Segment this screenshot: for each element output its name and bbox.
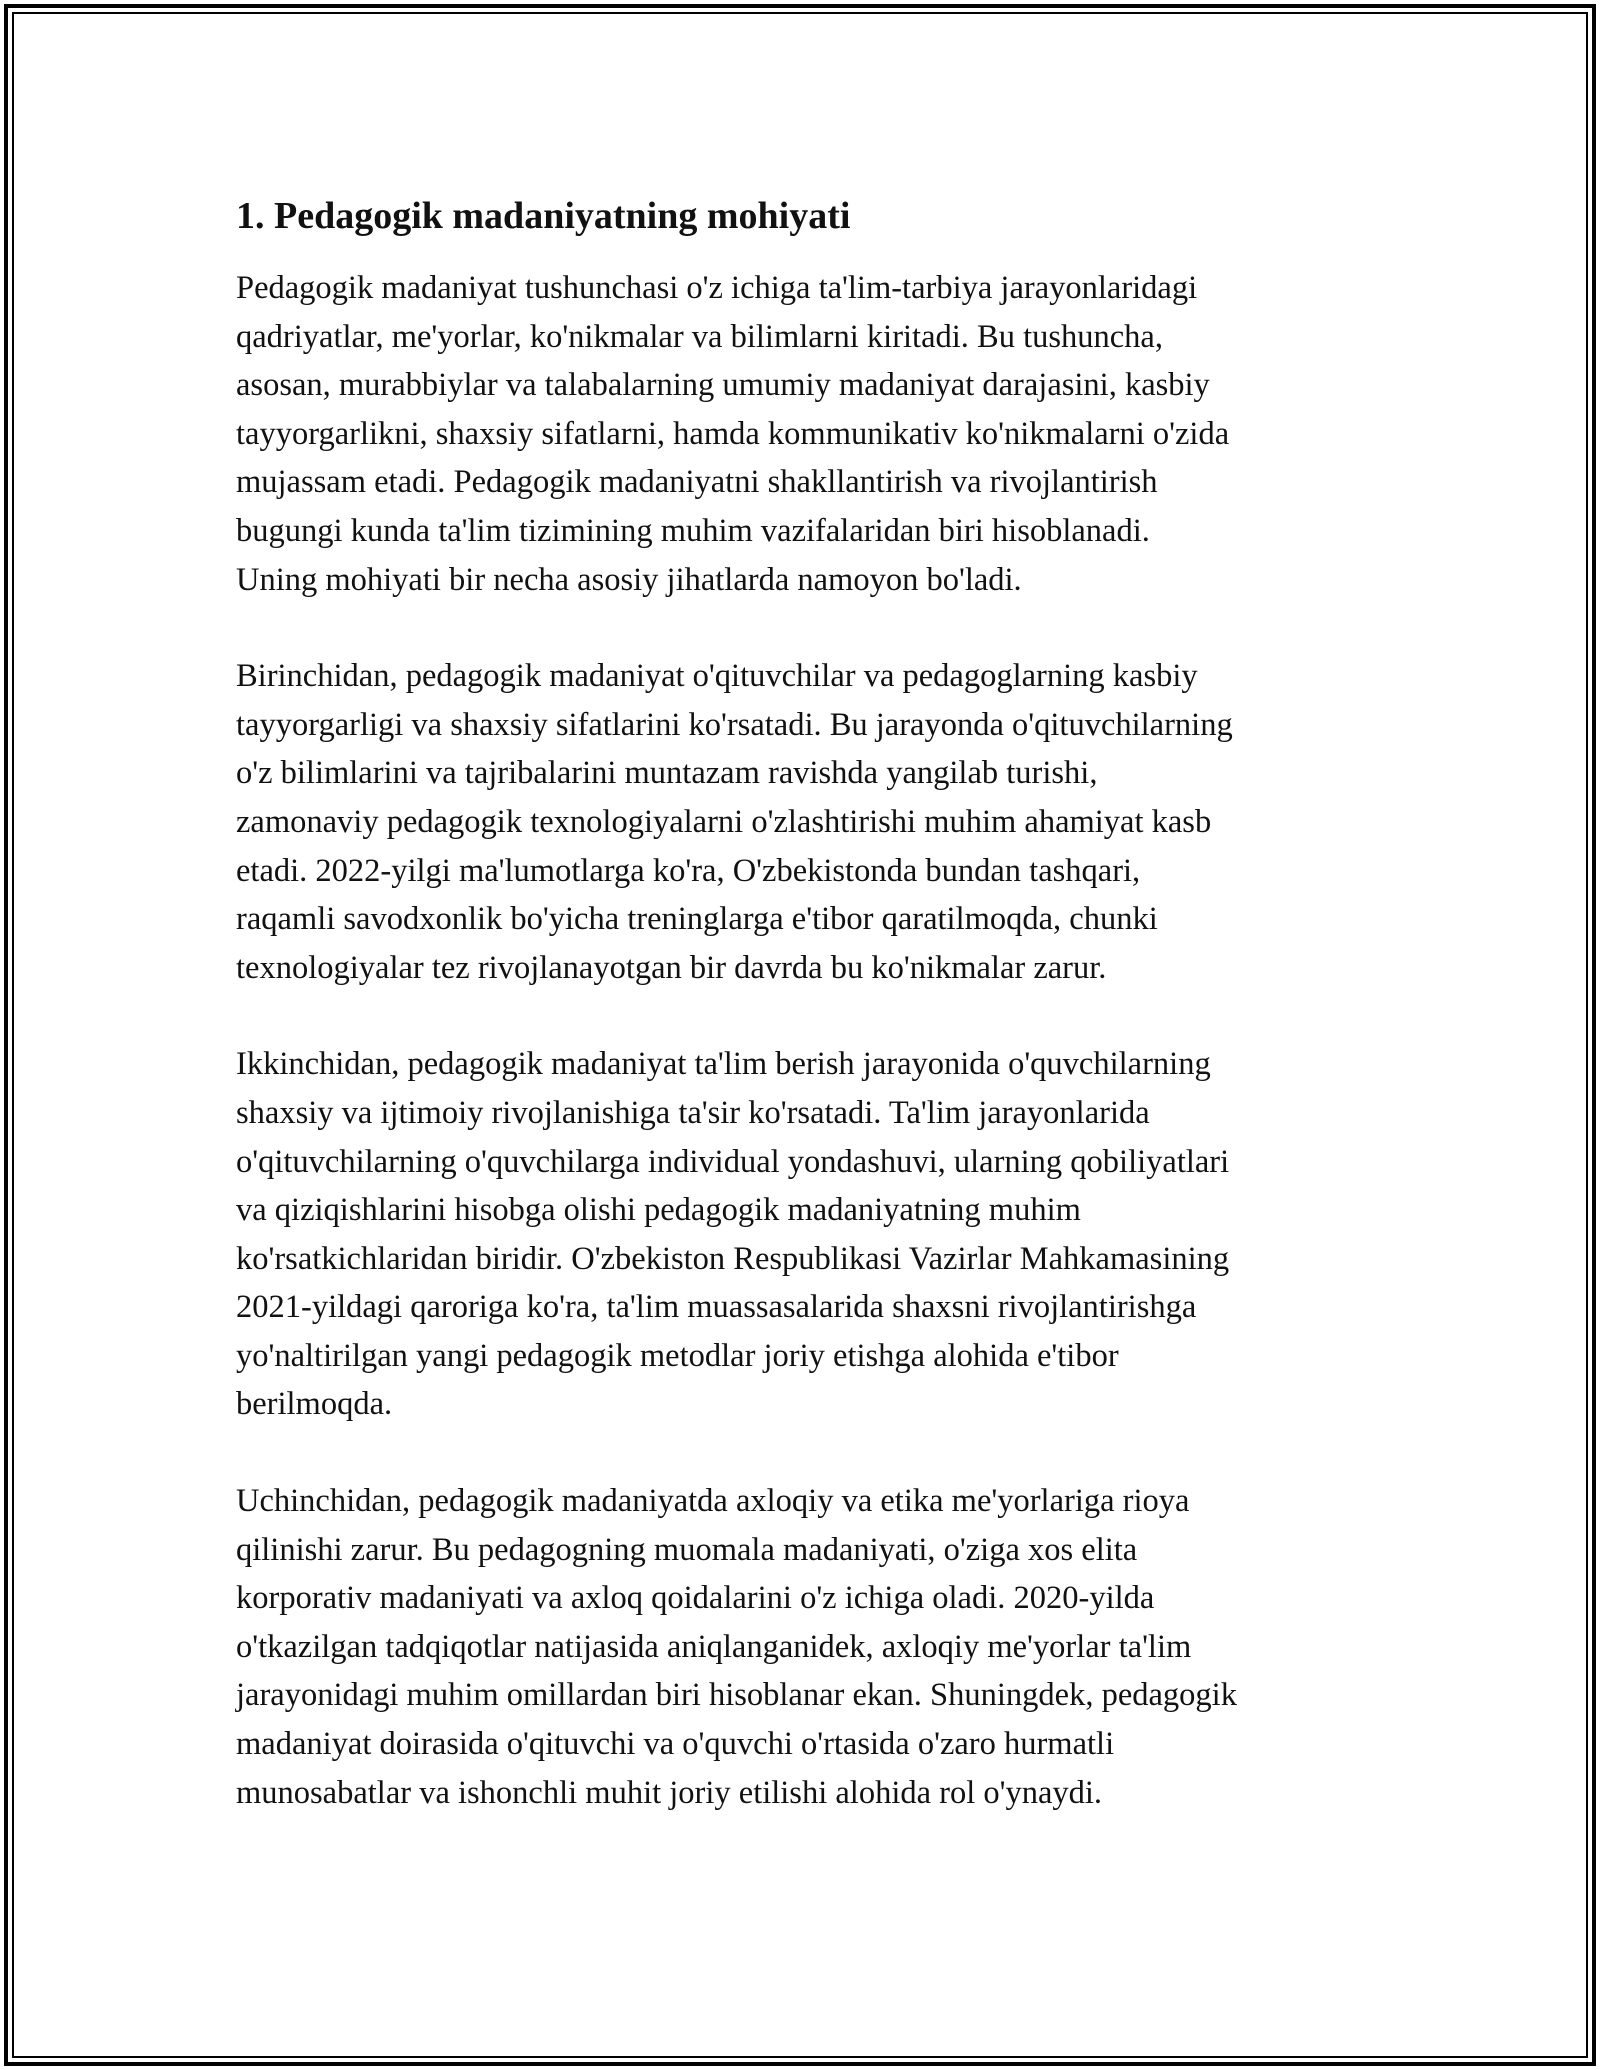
text-line: raqamli savodxonlik bo'yicha treninglarga e'tibor qaratilmoqda, chunki: [236, 901, 1158, 938]
text-line: va qiziqishlarini hisobga olishi pedagogik madaniyatning muhim: [236, 1192, 1081, 1229]
text-line: ko'rsatkichlaridan biridir. O'zbekiston Respublikasi Vazirlar Mahkamasining: [236, 1240, 1230, 1277]
text-line: yo'naltirilgan yangi pedagogik metodlar joriy etishga alohida e'tibor: [236, 1337, 1119, 1374]
paragraph-intro: [236, 264, 1376, 604]
text-line: Uchinchidan, pedagogik madaniyatda axloqiy va etika me'yorlariga rioya: [236, 1483, 1190, 1520]
text-line: shaxsiy va ijtimoiy rivojlanishiga ta'sir ko'rsatadi. Ta'lim jarayonlarida: [236, 1094, 1150, 1131]
text-line: Pedagogik madaniyat tushunchasi o'z ichiga ta'lim-tarbiya jarayonlaridagi: [236, 270, 1198, 306]
paragraph-third-point: [236, 1477, 1376, 1817]
text-line: asosan, murabbiylar va talabalarning umumiy madaniyat darajasini, kasbiy: [236, 367, 1210, 404]
text-line: bugungi kunda ta'lim tizimining muhim vazifalaridan biri hisoblanadi.: [236, 512, 1150, 549]
text-line: texnologiyalar tez rivojlanayotgan bir davrda bu ko'nikmalar zarur.: [236, 949, 1107, 986]
section-heading: 1. Pedagogik madaniyatning mohiyati: [236, 195, 851, 237]
text-line: mujassam etadi. Pedagogik madaniyatni shakllantirish va rivojlantirish: [236, 464, 1158, 501]
text-line: o'qituvchilarning o'quvchilarga individual yondashuvi, ularning qobiliyatlari: [236, 1143, 1230, 1180]
text-line: Uning mohiyati bir necha asosiy jihatlarda namoyon bo'ladi.: [236, 561, 1022, 598]
document-body: [236, 188, 1376, 1865]
text-line: qadriyatlar, me'yorlar, ko'nikmalar va bilimlarni kiritadi. Bu tushuncha,: [236, 318, 1163, 355]
text-line: munosabatlar va ishonchli muhit joriy etilishi alohida rol o'ynaydi.: [236, 1774, 1103, 1811]
paragraph-second-point: [236, 1040, 1376, 1429]
text-line: korporativ madaniyati va axloq qoidalarini o'z ichiga oladi. 2020-yilda: [236, 1580, 1155, 1617]
text-line: tayyorgarligi va shaxsiy sifatlarini ko'rsatadi. Bu jarayonda o'qituvchilarning: [236, 706, 1233, 743]
text-line: Birinchidan, pedagogik madaniyat o'qituvchilar va pedagoglarning kasbiy: [236, 658, 1198, 695]
text-line: etadi. 2022-yilgi ma'lumotlarga ko'ra, O'zbekistonda bundan tashqari,: [236, 852, 1141, 889]
text-line: tayyorgarlikni, shaxsiy sifatlarni, hamda kommunikativ ko'nikmalarni o'zida: [236, 415, 1230, 452]
paragraph-first-point: [236, 652, 1376, 992]
text-line: berilmoqda.: [236, 1386, 393, 1423]
text-line: madaniyat doirasida o'qituvchi va o'quvchi o'rtasida o'zaro hurmatli: [236, 1726, 1115, 1763]
text-line: qilinishi zarur. Bu pedagogning muomala madaniyati, o'ziga xos elita: [236, 1531, 1138, 1568]
text-line: Ikkinchidan, pedagogik madaniyat ta'lim berish jarayonida o'quvchilarning: [236, 1046, 1211, 1083]
text-line: jarayonidagi muhim omillardan biri hisoblanar ekan. Shuningdek, pedagogik: [236, 1677, 1237, 1714]
text-line: o'tkazilgan tadqiqotlar natijasida aniqlanganidek, axloqiy me'yorlar ta'lim: [236, 1628, 1192, 1665]
text-line: o'z bilimlarini va tajribalarini muntazam ravishda yangilab turishi,: [236, 755, 1098, 792]
text-line: zamonaviy pedagogik texnologiyalarni o'zlashtirishi muhim ahamiyat kasb: [236, 803, 1212, 840]
text-line: 2021-yildagi qaroriga ko'ra, ta'lim muassasalarida shaxsni rivojlantirishga: [236, 1289, 1197, 1326]
